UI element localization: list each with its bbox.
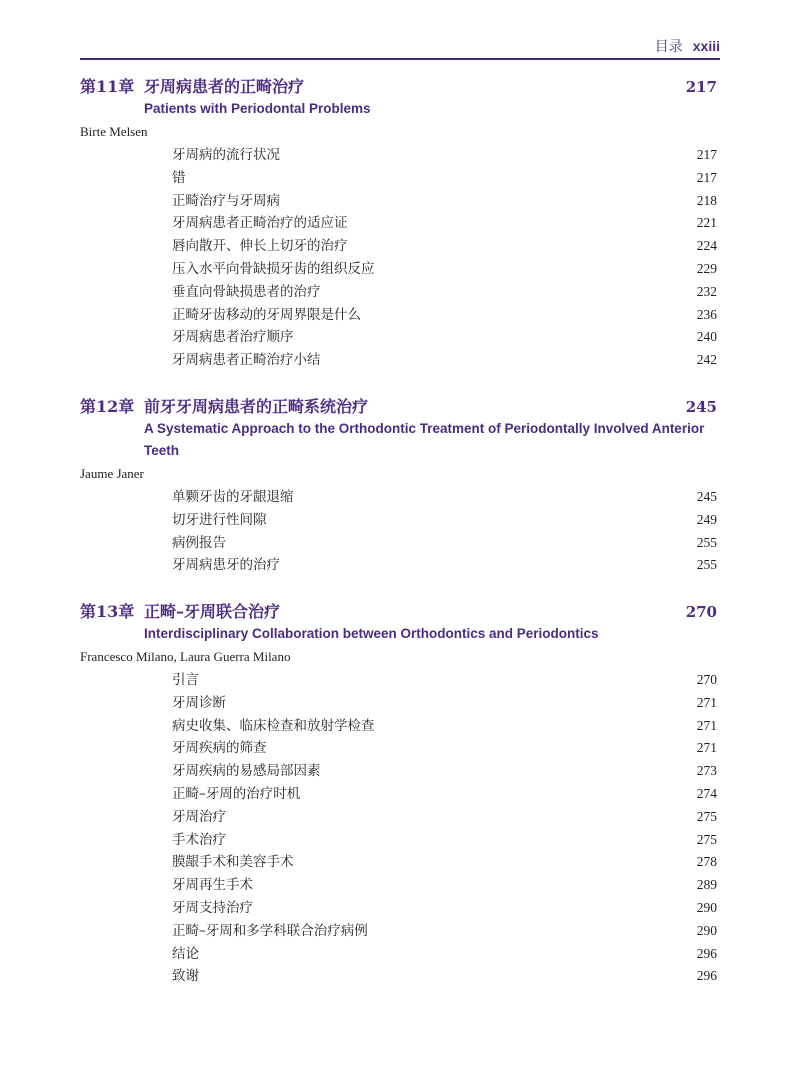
chapter-entries xyxy=(80,143,717,371)
toc-entry[interactable] xyxy=(172,143,717,166)
chapter-title-en: Interdisciplinary Collaboration between Orthodontics and Periodontics xyxy=(144,626,599,641)
entry-page: 275 xyxy=(696,808,717,824)
entry-page: 255 xyxy=(696,534,717,550)
toc-entry[interactable] xyxy=(172,896,717,919)
entry-page: 217 xyxy=(696,169,717,185)
chapter-12 xyxy=(80,394,717,576)
toc-entry[interactable] xyxy=(172,531,717,554)
entry-title: 病史收集、临床检查和放射学检查 xyxy=(172,717,375,734)
folio-page-number: xxiii xyxy=(692,38,720,54)
entry-title: 病例报告 xyxy=(172,534,226,551)
toc-entry[interactable] xyxy=(172,828,717,851)
toc-entry[interactable] xyxy=(172,303,717,326)
entry-page: 232 xyxy=(696,283,717,299)
toc-entry[interactable] xyxy=(172,782,717,805)
chapter-page: 245 xyxy=(685,398,717,416)
toc-entry[interactable] xyxy=(172,919,717,942)
entry-title: 牙周病患者治疗顺序 xyxy=(172,329,294,346)
entry-title: 正畸–牙周的治疗时机 xyxy=(172,785,301,802)
chapter-page: 270 xyxy=(685,603,717,621)
entry-page: 224 xyxy=(696,238,717,254)
chapter-author: Birte Melsen xyxy=(80,124,148,139)
chapter-entries xyxy=(80,485,717,576)
entry-title: 引言 xyxy=(172,672,199,688)
toc-entry[interactable] xyxy=(172,850,717,873)
chapter-heading[interactable] xyxy=(80,74,717,98)
toc-entry[interactable] xyxy=(172,325,717,348)
toc-entry[interactable] xyxy=(172,508,717,531)
entry-page: 221 xyxy=(696,215,717,231)
running-header-title: 目录 xyxy=(654,38,683,54)
entry-page: 274 xyxy=(696,785,717,801)
entry-page: 273 xyxy=(696,763,717,779)
entry-title: 单颗牙齿的牙龈退缩 xyxy=(172,489,294,505)
entry-title: 牙周治疗 xyxy=(172,808,226,825)
chapter-title-zh: 牙周病患者的正畸治疗 xyxy=(144,77,305,96)
entry-page: 217 xyxy=(696,147,717,162)
entry-title: 垂直向骨缺损患者的治疗 xyxy=(172,283,321,300)
toc-entry[interactable] xyxy=(172,668,717,691)
entry-title: 错 xyxy=(172,169,186,186)
entry-title: 切牙进行性间隙 xyxy=(172,511,267,528)
chapter-number: 第12章 xyxy=(80,397,135,416)
entry-title: 正畸治疗与牙周病 xyxy=(172,192,280,209)
entry-title: 牙周病患牙的治疗 xyxy=(172,557,280,574)
chapter-author: Francesco Milano, Laura Guerra Milano xyxy=(80,649,291,664)
entry-page: 245 xyxy=(696,489,717,504)
chapter-page: 217 xyxy=(685,78,717,96)
entry-title: 手术治疗 xyxy=(172,831,226,848)
entry-title: 正畸牙齿移动的牙周界限是什么 xyxy=(172,306,361,323)
entry-title: 牙周病患者正畸治疗的适应证 xyxy=(172,215,348,232)
entry-title: 致谢 xyxy=(172,968,199,985)
entry-page: 218 xyxy=(696,192,717,208)
entry-title: 唇向散开、伸长上切牙的治疗 xyxy=(172,238,348,255)
entry-title: 牙周病的流行状况 xyxy=(172,147,280,163)
chapter-number: 第13章 xyxy=(80,602,135,621)
chapter-title-zh: 正畸–牙周联合治疗 xyxy=(144,602,281,621)
toc-entry[interactable] xyxy=(172,348,717,371)
entry-page: 271 xyxy=(696,694,717,710)
chapter-heading[interactable] xyxy=(80,394,717,418)
entry-title: 膜龈手术和美容手术 xyxy=(172,854,294,871)
toc-entry[interactable] xyxy=(172,257,717,280)
toc-entry[interactable] xyxy=(172,805,717,828)
toc-entry[interactable] xyxy=(172,280,717,303)
entry-title: 压入水平向骨缺损牙齿的组织反应 xyxy=(172,260,375,277)
entry-title: 牙周疾病的易感局部因素 xyxy=(172,763,321,780)
toc-entry[interactable] xyxy=(172,714,717,737)
entry-page: 278 xyxy=(696,854,717,870)
toc-entry[interactable] xyxy=(172,942,717,965)
entry-title: 牙周再生手术 xyxy=(172,877,253,894)
chapter-title-en: A Systematic Approach to the Orthodontic Treatment of Periodontally Involved Anterior Teeth xyxy=(144,421,705,458)
entry-page: 271 xyxy=(696,717,717,733)
entry-page: 229 xyxy=(696,260,717,276)
chapter-heading[interactable] xyxy=(80,599,717,623)
chapter-author: Jaume Janer xyxy=(80,466,144,481)
entry-title: 牙周支持治疗 xyxy=(172,899,253,916)
running-header xyxy=(655,36,720,56)
entry-title: 正畸–牙周和多学科联合治疗病例 xyxy=(172,922,368,939)
entry-page: 271 xyxy=(696,740,717,756)
toc-entry[interactable] xyxy=(172,485,717,508)
entry-page: 242 xyxy=(696,352,717,368)
entry-title: 牙周疾病的筛查 xyxy=(172,740,267,757)
entry-page: 249 xyxy=(696,511,717,527)
toc-entry[interactable] xyxy=(172,964,717,987)
entry-page: 290 xyxy=(696,899,717,915)
chapter-entries xyxy=(80,668,717,987)
entry-title: 牙周诊断 xyxy=(172,694,226,711)
chapter-number: 第11章 xyxy=(80,77,135,96)
entry-page: 275 xyxy=(696,831,717,847)
entry-page: 240 xyxy=(696,329,717,345)
entry-page: 289 xyxy=(696,877,717,893)
chapter-11 xyxy=(80,74,717,371)
entry-page: 296 xyxy=(696,968,717,984)
chapter-13 xyxy=(80,599,717,987)
toc-entry[interactable] xyxy=(172,873,717,896)
entry-title: 牙周病患者正畸治疗小结 xyxy=(172,352,321,369)
toc-entry[interactable] xyxy=(172,211,717,234)
entry-page: 236 xyxy=(696,306,717,322)
chapter-title-en: Patients with Periodontal Problems xyxy=(144,101,371,116)
toc-entry[interactable] xyxy=(172,759,717,782)
toc-entry[interactable] xyxy=(172,553,717,576)
chapter-title-zh: 前牙牙周病患者的正畸系统治疗 xyxy=(144,397,369,416)
toc-entry[interactable] xyxy=(172,234,717,257)
entry-title: 结论 xyxy=(172,945,199,962)
entry-page: 270 xyxy=(696,672,717,687)
toc-entry[interactable] xyxy=(172,691,717,714)
toc-entry[interactable] xyxy=(172,166,717,189)
header-rule xyxy=(80,58,720,60)
toc-entry[interactable] xyxy=(172,189,717,212)
entry-page: 255 xyxy=(696,557,717,573)
toc-entry[interactable] xyxy=(172,736,717,759)
entry-page: 290 xyxy=(696,922,717,938)
entry-page: 296 xyxy=(696,945,717,961)
